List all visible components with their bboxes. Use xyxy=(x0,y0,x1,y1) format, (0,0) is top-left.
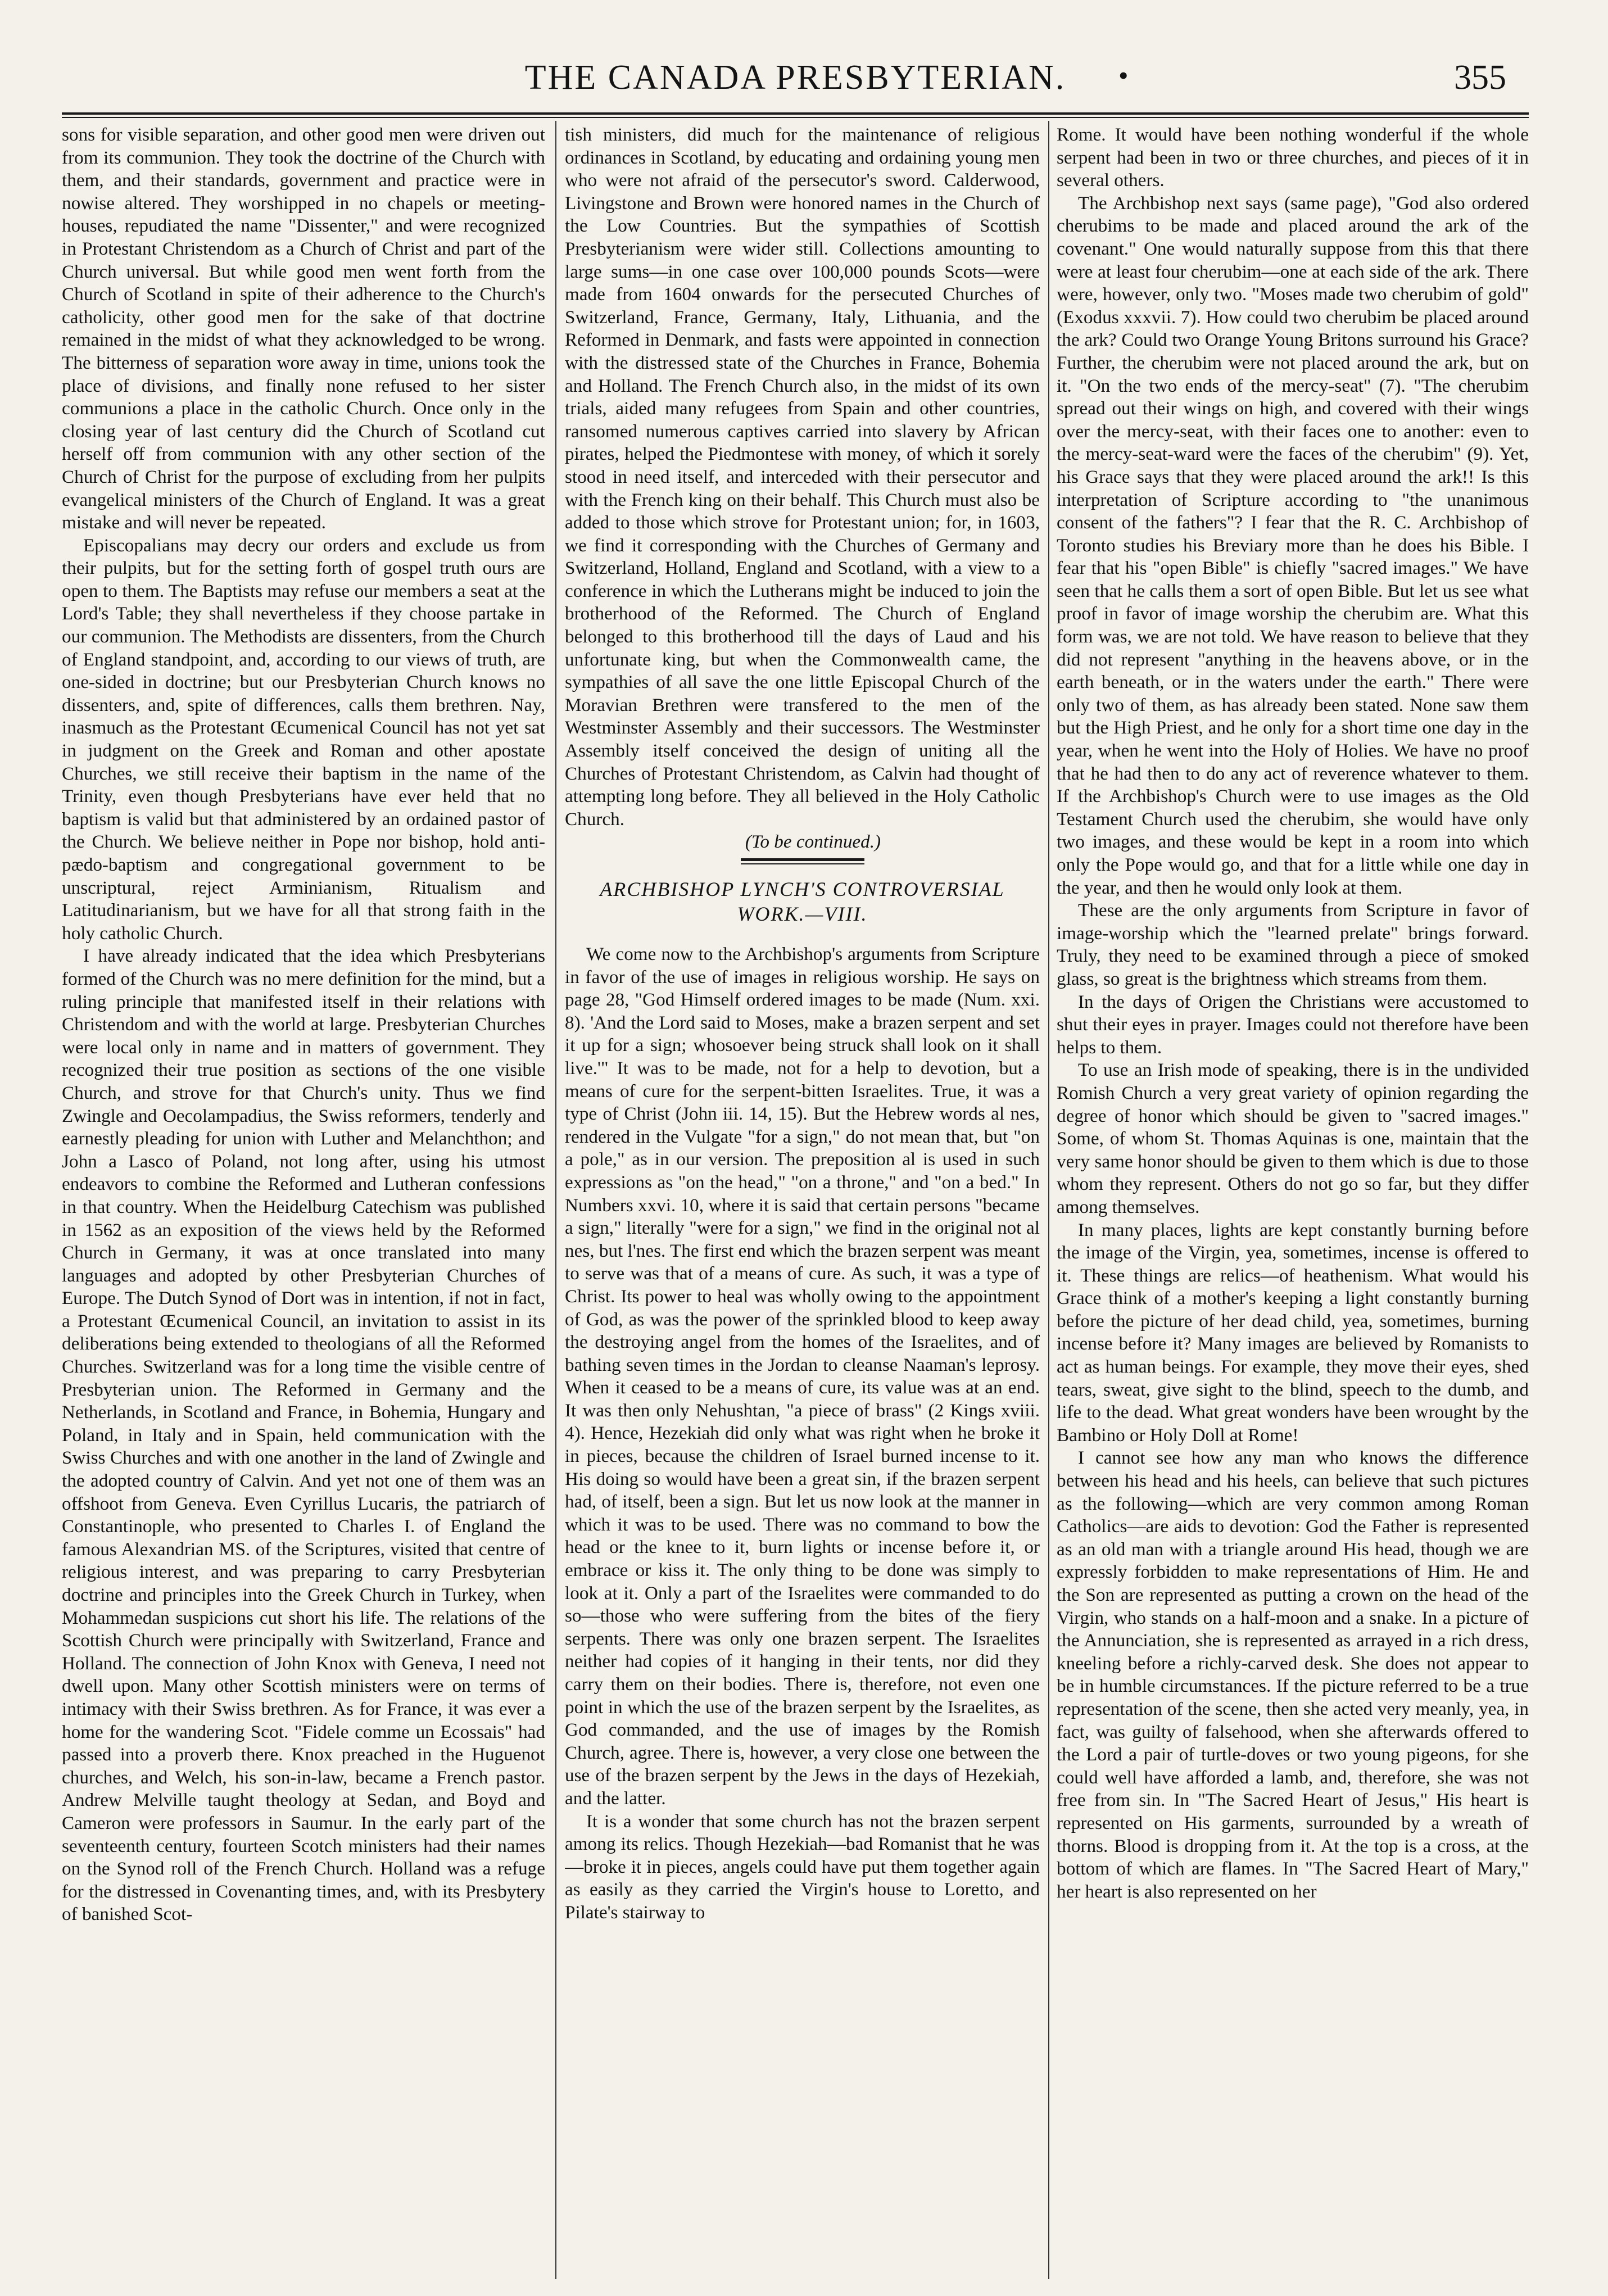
paragraph: To use an Irish mode of speaking, there is in the undivided Romish Church a very great variety of opinion regarding the degree of honor which should be given to "sacred images." Some, of whom St. Thomas Aquinas is one, maintain that the very same honor should be given to them which is due to those whom they represent. Others do not go so far, but they differ among themselves. xyxy=(1057,1059,1529,1217)
paragraph: The Archbishop next says (same page), "God also ordered cherubims to be made and placed around the ark of the covenant." One would naturally suppose from this that there were at least four cherubim—one at each side of the ark. There were, however, only two. "Moses made two cherubim of gold" (Exodus xxxvii. 7). How could two cherubim be placed around the ark? Could two Orange Young Britons surround his Grace? Further, the cherubim were not placed around the ark, but on it. "On the two ends of the mercy-seat" (7). "The cherubim spread out their wings on high, and covered with their wings over the mercy-seat, with their faces one to another: even to the mercy-seat-ward were the faces of the cherubim" (9). Yet, his Grace says that they were placed around the ark!! Is this interpretation of Scripture according to "the unanimous consent of the fathers"? I fear that the R. C. Archbishop of Toronto studies his Breviary more than he does his Bible. I fear that his "open Bible" is chiefly "sacred images." We have seen that he calls them a sort of open Bible. But let us see what proof in favor of image worship the cherubim are. What this form was, we are not told. We have reason to believe that they did not represent "anything in the heavens above, or in the earth beneath, or in the waters under the earth." There were only two of them, as has already been stated. None saw them but the High Priest, and he only for a short time one day in the year, when he went into the Holy of Holies. We have no proof that he had then to do any act of reverence whatever to them. If the Archbishop's Church were to use images as the Old Testament Church used the cherubim, she would have only two images, and these would be kept in a room into which only the Pope would go, and that for a little while one day in the year, and then he would only look at them. xyxy=(1057,192,1529,898)
header-rule-thin xyxy=(62,117,1529,118)
column-2 xyxy=(565,124,1040,2276)
paragraph: In the days of Origen the Christians were accustomed to shut their eyes in prayer. Images could not therefore have been helps to them. xyxy=(1057,991,1529,1058)
to-be-continued: (To be continued.) xyxy=(745,831,881,853)
column-divider-2 xyxy=(1048,121,1049,2279)
paragraph: In many places, lights are kept constantly burning before the image of the Virgin, yea, sometimes, incense is offered to it. These things are relics—of heathenism. What would his Grace think of a mother's keeping a light constantly burning before the picture of her dead child, yea, sometimes, burning incense before it? Many images are believed by Romanists to act as human beings. For example, they move their eyes, shed tears, sweat, give sight to the blind, speech to the dumb, and life to the dead. What great wonders have been wrought by the Bambino or Holy Doll at Rome! xyxy=(1057,1219,1529,1446)
column-divider-1 xyxy=(555,121,556,2279)
header-ornament: • xyxy=(1118,60,1129,91)
running-title: THE CANADA PRESBYTERIAN. xyxy=(524,58,1066,97)
paragraph: Episcopalians may decry our orders and exclude us from their pulpits, but for the setting forth of gospel truth ours are open to them. The Baptists may refuse our members a seat at the Lord's Table; they shall nevertheless if they choose partake in our communion. The Methodists are dissenters, from the Church of England standpoint, and, according to our views of truth, are one-sided in doctrine; but our Presbyterian Church knows no dissenters, and, spite of differences, calls them brethren. Nay, inasmuch as the Protestant Œcumenical Council has not yet sat in judgment on the Greek and Roman and other apostate Churches, we still receive their baptism in the name of the Trinity, even though Presbyterians have ever held that no baptism is valid but that administered by an ordained pastor of the Church. We believe neither in Pope nor bishop, hold anti-pædo-baptism and congregational government to be unscriptural, reject Arminianism, Ritualism and Latitudinarianism, but we have for all that strong faith in the holy catholic Church. xyxy=(62,535,545,944)
paragraph: I cannot see how any man who knows the difference between his head and his heels, can believe that such pictures as the following—which are very common among Roman Catholics—are aids to devotion: God the Father is represented as an old man with a triangle around His head, though we are expressly forbidden to make representations of Him. He and the Son are represented as putting a crown on the head of the Virgin, who stands on a half-moon and a snake. In a picture of the Annunciation, she is represented as arrayed in a rich dress, kneeling before a richly-carved desk. She does not appear to be in humble circumstances. If the picture referred to be a true representation of the scene, then she acted very meanly, yea, in fact, was guilty of falsehood, when she afterwards offered to the Lord a pair of turtle-doves or two young pigeons, for she could well have afforded a lamb, and, therefore, she was not free from sin. In "The Sacred Heart of Jesus," His heart is represented on His garments, surrounded by a wreath of thorns. Blood is dropping from it. At the top is a cross, at the bottom of which are flames. In "The Sacred Heart of Mary," her heart is also represented on her xyxy=(1057,1447,1529,1902)
paragraph: I have already indicated that the idea which Presbyterians formed of the Church was no mere definition for the mind, but a ruling principle that manifested itself in their relations with Christendom and with the world at large. Presbyterian Churches were local only in name and in matters of government. They recognized their true position as sections of the one visible Church, and strove for that Church's unity. Thus we find Zwingle and Oecolampadius, the Swiss reformers, tenderly and earnestly pleading for union with Luther and Melanchthon; and John a Lasco of Poland, not long after, using his utmost endeavors to combine the Reformed and Lutheran confessions in that country. When the Heidelburg Catechism was published in 1562 as an exposition of the views held by the Reformed Church in Germany, it was at once translated into many languages and adopted by other Presbyterian Churches of Europe. The Dutch Synod of Dort was in intention, if not in fact, a Protestant Œcumenical Council, an invitation to assist in its deliberations being extended to theologians of all the Reformed Churches. Switzerland was for a long time the visible centre of Presbyterian union. The Reformed in Germany and the Netherlands, in Scotland and France, in Bohemia, Hungary and Poland, in Italy and in Spain, held communication with the Swiss Churches and with one another in the land of Zwingle and the adopted country of Calvin. And yet not one of them was an offshoot from Geneva. Even Cyrillus Lucaris, the patriarch of Constantinople, who presented to Charles I. of England the famous Alexandrian MS. of the Scriptures, visited that centre of religious interest, and was preparing to carry Presbyterian doctrine and principles into the Greek Church in Turkey, when Mohammedan suspicions cut short his life. The relations of the Scottish Church were principally with Switzerland, France and Holland. The connection of John Knox with Geneva, I need not dwell upon. Many other Scottish ministers were on terms of intimacy with their Swiss brethren. As for France, it was ever a home for the wandering Scot. "Fidele comme un Ecossais" had passed into a proverb there. Knox preached in the Huguenot churches, and Welch, his son-in-law, became a French pastor. Andrew Melville taught theology at Sedan, and Boyd and Cameron were professors in Saumur. In the early part of the seventeenth century, fourteen Scotch ministers had their names on the Synod roll of the French Church. Holland was a refuge for the distressed in Covenanting times, and, with its Presbytery of banished Scot- xyxy=(62,945,545,1925)
section-divider xyxy=(741,858,864,864)
paragraph: Rome. It would have been nothing wonderful if the whole serpent had been in two or three churches, and pieces of it in several others. xyxy=(1057,124,1529,191)
paragraph: These are the only arguments from Scripture in favor of image-worship which the "learned prelate" brings forward. Truly, they need to be examined through a piece of smoked glass, so great is the brightness which streams from them. xyxy=(1057,900,1529,989)
header-rule xyxy=(62,112,1529,115)
paragraph: It is a wonder that some church has not the brazen serpent among its relics. Though Hezekiah—bad Romanist that he was—broke it in pieces, angels could have put them together again as easily as they carried the Virgin's house to Loretto, and Pilate's stairway to xyxy=(565,1810,1040,1923)
page-header xyxy=(62,53,1529,115)
column-3 xyxy=(1057,124,1529,2276)
paragraph: tish ministers, did much for the maintenance of religious ordinances in Scotland, by educating and ordaining young men who were not afraid of the persecutor's sword. Calderwood, Livingstone and Brown were honored names in the Church of the Low Countries. But the sympathies of Scottish Presbyterianism were wider still. Collections amounting to large sums—in one case over 100,000 pounds Scots—were made from 1604 onwards for the persecuted Churches of Switzerland, France, Germany, Italy, Lithuania, and the Reformed in Denmark, and fasts were appointed in connection with the distressed state of the Churches in France, Bohemia and Holland. The French Church also, in the midst of its own trials, aided many refugees from Spain and other countries, ransomed numerous captives carried into slavery by African pirates, helped the Piedmontese with money, of which it sorely stood in need itself, and interceded with their persecutor and with the French king on their behalf. This Church must also be added to those which strove for Protestant union; for, in 1603, we find it corresponding with the Churches of Germany and Switzerland, Holland, England and Scotland, with a view to a conference in which the Lutherans might be induced to join the brotherhood of the Reformed. The Church of England belonged to this brotherhood till the days of Laud and his unfortunate king, but when the Commonwealth came, the sympathies of all save the one little Episcopal Church of the Moravian Brethren were transfered to the men of the Westminster Assembly and their successors. The Westminster Assembly itself conceived the design of uniting all the Churches of Protestant Christendom, as Calvin had thought of attempting long before. They all believed in the Holy Catholic Church. xyxy=(565,124,1040,830)
article-title: ARCHBISHOP LYNCH'S CONTROVERSIAL WORK.—VIII. xyxy=(600,878,1005,925)
page-number: 355 xyxy=(1454,58,1506,97)
column-1 xyxy=(62,124,545,2276)
paragraph: sons for visible separation, and other good men were driven out from its communion. They took the doctrine of the Church with them, and their standards, government and practice were in nowise altered. They worshipped in no chapels or meeting-houses, repudiated the name "Dissenter," and were recognized in Protestant Christendom as a Church of Christ and part of the Church universal. But while good men went forth from the Church of Scotland in spite of their adherence to the Church's catholicity, other good men for the sake of that doctrine remained in the midst of what they acknowledged to be wrong. The bitterness of separation wore away in time, unions took the place of divisions, and finally none refused to her sister communions a place in the catholic Church. Once only in the closing year of last century did the Church of Scotland cut herself off from communion with any other section of the Church of Christ for the purpose of excluding from her pulpits evangelical ministers of the Church of England. It was a great mistake and will never be repeated. xyxy=(62,124,545,533)
paragraph: We come now to the Archbishop's arguments from Scripture in favor of the use of images in religious worship. He says on page 28, "God Himself ordered images to be made (Num. xxi. 8). 'And the Lord said to Moses, make a brazen serpent and set it up for a sign; whosoever being struck shall look on it shall live.'" It was to be made, not for a help to devotion, but a means of cure for the serpent-bitten Israelites. True, it was a type of Christ (John iii. 14, 15). But the Hebrew words al nes, rendered in the Vulgate "for a sign," do not mean that, but "on a pole," as in our version. The preposition al is used in such expressions as "on the head," "on a throne," and "on a bed." In Numbers xxvi. 10, where it is said that certain persons "became a sign," literally "were for a sign," we find in the original not al nes, but l'nes. The first end which the brazen serpent was meant to serve was that of a means of cure. As such, it was a type of Christ. Its power to heal was wholly owing to the appointment of God, as was the power of the sprinkled blood to keep away the destroying angel from the homes of the Israelites, and of bathing seven times in the Jordan to cleanse Naaman's leprosy. When it ceased to be a means of cure, its value was at an end. It was then only Nehushtan, "a piece of brass" (2 Kings xviii. 4). Hence, Hezekiah did only what was right when he broke it in pieces, because the children of Israel burned incense to it. His doing so would have been a great sin, if the brazen serpent had, of itself, been a sign. But let us now look at the manner in which it was to be used. There was no command to bow the head or the knee to it, burn lights or incense before it, or embrace or kiss it. The only thing to be done was simply to look at it. Only a part of the Israelites were commanded to do so—those who were suffering from the bites of the fiery serpents. There was only one brazen serpent. The Israelites neither had copies of it hanging in their tents, nor did they carry them on their bodies. There is, therefore, not even one point in which the use of the brazen serpent by the Israelites, as God commanded, and the use of images by the Romish Church, agree. There is, however, a very close one between the use of the brazen serpent by the Jews in the days of Hezekiah, and the latter. xyxy=(565,944,1040,1809)
